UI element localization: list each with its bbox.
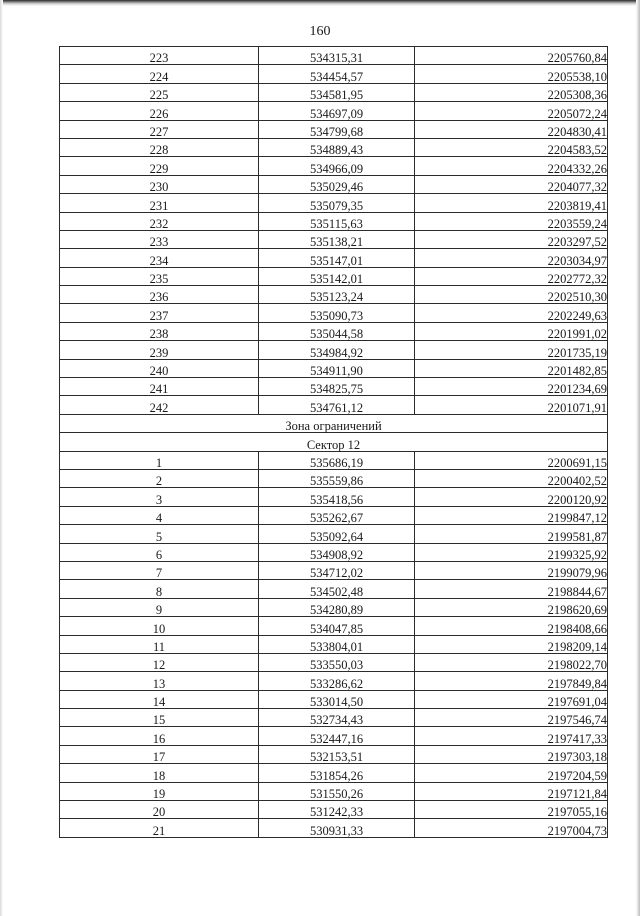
table-row (60, 267, 608, 285)
table-row (60, 653, 608, 671)
point-number-cell: 236 (60, 286, 259, 304)
y-coordinate-cell: 2205072,24 (415, 102, 608, 120)
x-coordinate-cell: 532734,43 (259, 709, 415, 727)
y-coordinate-cell: 2203297,52 (415, 230, 608, 248)
point-number-cell: 16 (60, 727, 259, 745)
point-number-cell: 240 (60, 359, 259, 377)
point-number-cell: 242 (60, 396, 259, 414)
table-row (60, 469, 608, 487)
point-number-cell: 225 (60, 83, 259, 101)
y-coordinate-cell: 2197849,84 (415, 672, 608, 690)
y-coordinate-cell: 2197004,73 (415, 819, 608, 837)
point-number-cell: 223 (60, 47, 259, 65)
y-coordinate-cell: 2202772,32 (415, 267, 608, 285)
y-coordinate-cell: 2204830,41 (415, 120, 608, 138)
y-coordinate-cell: 2204583,52 (415, 138, 608, 156)
table-row (60, 138, 608, 156)
zone-header-block (60, 414, 608, 451)
x-coordinate-cell: 533804,01 (259, 635, 415, 653)
point-number-cell: 8 (60, 580, 259, 598)
x-coordinate-cell: 534047,85 (259, 617, 415, 635)
table-row (60, 635, 608, 653)
y-coordinate-cell: 2203819,41 (415, 194, 608, 212)
x-coordinate-cell: 533286,62 (259, 672, 415, 690)
y-coordinate-cell: 2205760,84 (415, 47, 608, 65)
table-row (60, 488, 608, 506)
y-coordinate-cell: 2201991,02 (415, 322, 608, 340)
table-row (60, 120, 608, 138)
x-coordinate-cell: 534280,89 (259, 598, 415, 616)
y-coordinate-cell: 2201735,19 (415, 341, 608, 359)
x-coordinate-cell: 533550,03 (259, 653, 415, 671)
y-coordinate-cell: 2199325,92 (415, 543, 608, 561)
table-row (60, 286, 608, 304)
y-coordinate-cell: 2198209,14 (415, 635, 608, 653)
table-row (60, 175, 608, 193)
y-coordinate-cell: 2197691,04 (415, 690, 608, 708)
zone-title: Зона ограничений (60, 414, 608, 432)
x-coordinate-cell: 535044,58 (259, 322, 415, 340)
table-row (60, 304, 608, 322)
table-row (60, 580, 608, 598)
point-number-cell: 234 (60, 249, 259, 267)
x-coordinate-cell: 535115,63 (259, 212, 415, 230)
x-coordinate-cell: 530931,33 (259, 819, 415, 837)
point-number-cell: 21 (60, 819, 259, 837)
y-coordinate-cell: 2202510,30 (415, 286, 608, 304)
table-row (60, 690, 608, 708)
x-coordinate-cell: 534911,90 (259, 359, 415, 377)
point-number-cell: 231 (60, 194, 259, 212)
x-coordinate-cell: 535138,21 (259, 230, 415, 248)
x-coordinate-cell: 531242,33 (259, 801, 415, 819)
table-row (60, 194, 608, 212)
y-coordinate-cell: 2205308,36 (415, 83, 608, 101)
x-coordinate-cell: 534799,68 (259, 120, 415, 138)
y-coordinate-cell: 2197121,84 (415, 782, 608, 800)
sector-title-row (60, 433, 608, 451)
scan-shadow-top (0, 0, 640, 6)
table-row (60, 672, 608, 690)
y-coordinate-cell: 2201234,69 (415, 378, 608, 396)
x-coordinate-cell: 534315,31 (259, 47, 415, 65)
x-coordinate-cell: 534966,09 (259, 157, 415, 175)
y-coordinate-cell: 2199581,87 (415, 525, 608, 543)
table-row (60, 359, 608, 377)
point-number-cell: 230 (60, 175, 259, 193)
table-row (60, 249, 608, 267)
table-row (60, 598, 608, 616)
coordinates-block-top (60, 47, 608, 415)
point-number-cell: 241 (60, 378, 259, 396)
point-number-cell: 1 (60, 451, 259, 469)
table-row (60, 451, 608, 469)
x-coordinate-cell: 532153,51 (259, 745, 415, 763)
y-coordinate-cell: 2201482,85 (415, 359, 608, 377)
point-number-cell: 17 (60, 745, 259, 763)
x-coordinate-cell: 534581,95 (259, 83, 415, 101)
point-number-cell: 224 (60, 65, 259, 83)
x-coordinate-cell: 531854,26 (259, 764, 415, 782)
table-row (60, 745, 608, 763)
point-number-cell: 14 (60, 690, 259, 708)
y-coordinate-cell: 2204077,32 (415, 175, 608, 193)
coordinates-block-sector (60, 451, 608, 837)
y-coordinate-cell: 2198844,67 (415, 580, 608, 598)
point-number-cell: 229 (60, 157, 259, 175)
x-coordinate-cell: 534502,48 (259, 580, 415, 598)
table-row (60, 212, 608, 230)
x-coordinate-cell: 534712,02 (259, 561, 415, 579)
point-number-cell: 13 (60, 672, 259, 690)
y-coordinate-cell: 2201071,91 (415, 396, 608, 414)
point-number-cell: 3 (60, 488, 259, 506)
x-coordinate-cell: 532447,16 (259, 727, 415, 745)
sector-title: Сектор 12 (60, 433, 608, 451)
x-coordinate-cell: 535090,73 (259, 304, 415, 322)
y-coordinate-cell: 2204332,26 (415, 157, 608, 175)
table-row (60, 506, 608, 524)
y-coordinate-cell: 2200691,15 (415, 451, 608, 469)
table-row (60, 617, 608, 635)
point-number-cell: 20 (60, 801, 259, 819)
x-coordinate-cell: 535092,64 (259, 525, 415, 543)
table-row (60, 47, 608, 65)
x-coordinate-cell: 535079,35 (259, 194, 415, 212)
y-coordinate-cell: 2197417,33 (415, 727, 608, 745)
point-number-cell: 233 (60, 230, 259, 248)
y-coordinate-cell: 2197055,16 (415, 801, 608, 819)
table-row (60, 341, 608, 359)
table-row (60, 525, 608, 543)
point-number-cell: 238 (60, 322, 259, 340)
table-row (60, 230, 608, 248)
point-number-cell: 10 (60, 617, 259, 635)
y-coordinate-cell: 2198620,69 (415, 598, 608, 616)
point-number-cell: 15 (60, 709, 259, 727)
point-number-cell: 6 (60, 543, 259, 561)
point-number-cell: 4 (60, 506, 259, 524)
table-row (60, 561, 608, 579)
y-coordinate-cell: 2198022,70 (415, 653, 608, 671)
zone-title-row (60, 414, 608, 432)
scan-shadow-right (636, 0, 640, 916)
table-row (60, 819, 608, 837)
point-number-cell: 11 (60, 635, 259, 653)
x-coordinate-cell: 535123,24 (259, 286, 415, 304)
x-coordinate-cell: 534454,57 (259, 65, 415, 83)
point-number-cell: 226 (60, 102, 259, 120)
x-coordinate-cell: 535029,46 (259, 175, 415, 193)
scan-shadow-left (0, 0, 3, 916)
point-number-cell: 9 (60, 598, 259, 616)
point-number-cell: 18 (60, 764, 259, 782)
x-coordinate-cell: 535147,01 (259, 249, 415, 267)
coordinates-table (59, 46, 608, 838)
y-coordinate-cell: 2200402,52 (415, 469, 608, 487)
y-coordinate-cell: 2197303,18 (415, 745, 608, 763)
y-coordinate-cell: 2197204,59 (415, 764, 608, 782)
point-number-cell: 7 (60, 561, 259, 579)
table-row (60, 709, 608, 727)
y-coordinate-cell: 2199847,12 (415, 506, 608, 524)
x-coordinate-cell: 535418,56 (259, 488, 415, 506)
table-row (60, 322, 608, 340)
x-coordinate-cell: 534984,92 (259, 341, 415, 359)
x-coordinate-cell: 535559,86 (259, 469, 415, 487)
table-row (60, 764, 608, 782)
y-coordinate-cell: 2200120,92 (415, 488, 608, 506)
point-number-cell: 227 (60, 120, 259, 138)
x-coordinate-cell: 534761,12 (259, 396, 415, 414)
x-coordinate-cell: 531550,26 (259, 782, 415, 800)
x-coordinate-cell: 535686,19 (259, 451, 415, 469)
y-coordinate-cell: 2199079,96 (415, 561, 608, 579)
y-coordinate-cell: 2202249,63 (415, 304, 608, 322)
point-number-cell: 232 (60, 212, 259, 230)
y-coordinate-cell: 2203034,97 (415, 249, 608, 267)
x-coordinate-cell: 535262,67 (259, 506, 415, 524)
table-row (60, 378, 608, 396)
y-coordinate-cell: 2197546,74 (415, 709, 608, 727)
point-number-cell: 235 (60, 267, 259, 285)
table-row (60, 396, 608, 414)
table-row (60, 782, 608, 800)
point-number-cell: 2 (60, 469, 259, 487)
x-coordinate-cell: 534697,09 (259, 102, 415, 120)
table-row (60, 801, 608, 819)
y-coordinate-cell: 2203559,24 (415, 212, 608, 230)
y-coordinate-cell: 2198408,66 (415, 617, 608, 635)
point-number-cell: 239 (60, 341, 259, 359)
table-row (60, 543, 608, 561)
point-number-cell: 228 (60, 138, 259, 156)
point-number-cell: 19 (60, 782, 259, 800)
x-coordinate-cell: 534825,75 (259, 378, 415, 396)
table-row (60, 65, 608, 83)
table-row (60, 727, 608, 745)
table-row (60, 102, 608, 120)
x-coordinate-cell: 534908,92 (259, 543, 415, 561)
y-coordinate-cell: 2205538,10 (415, 65, 608, 83)
page-number: 160 (309, 24, 331, 39)
x-coordinate-cell: 534889,43 (259, 138, 415, 156)
table-row (60, 157, 608, 175)
point-number-cell: 12 (60, 653, 259, 671)
point-number-cell: 237 (60, 304, 259, 322)
table-row (60, 83, 608, 101)
x-coordinate-cell: 533014,50 (259, 690, 415, 708)
x-coordinate-cell: 535142,01 (259, 267, 415, 285)
point-number-cell: 5 (60, 525, 259, 543)
